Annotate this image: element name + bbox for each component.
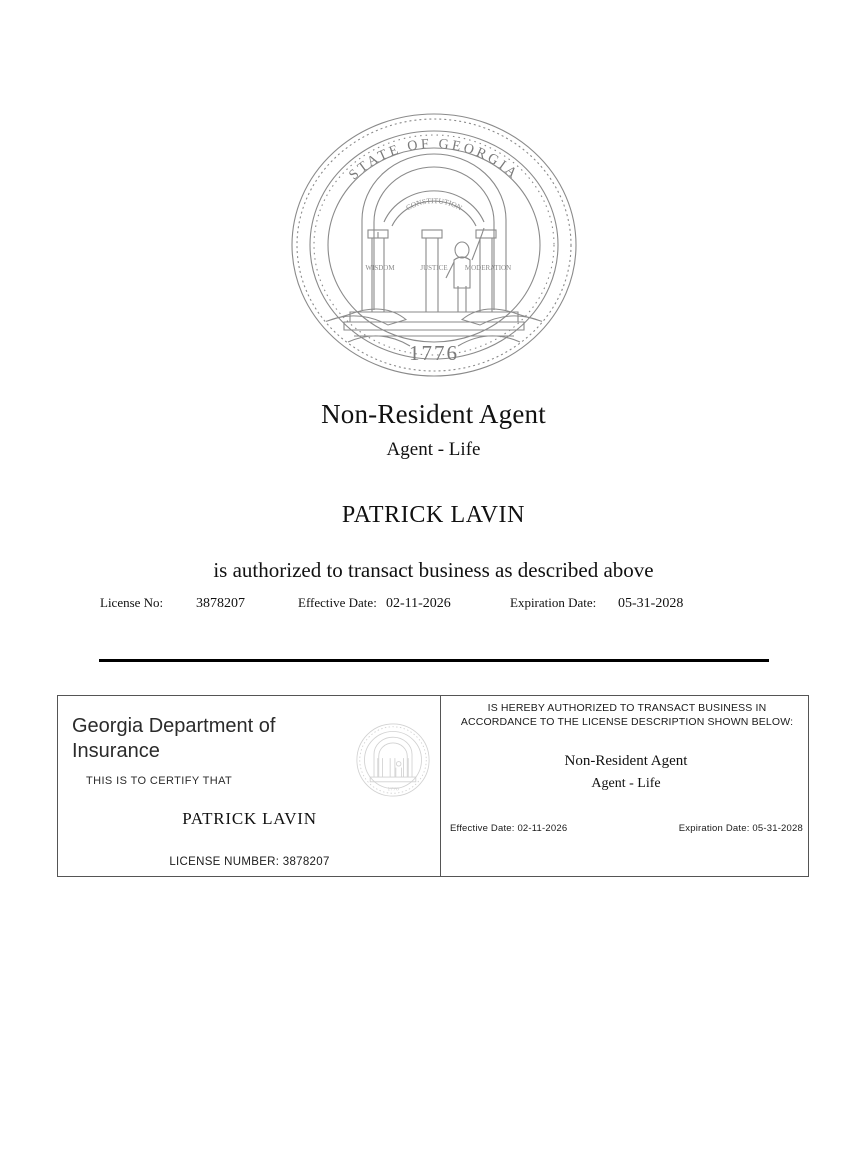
card-license-subtype: Agent - Life (591, 776, 661, 791)
expiration-date-value: 05-31-2028 (618, 596, 684, 611)
svg-text:MODERATION: MODERATION (464, 264, 511, 272)
department-title: Georgia Department of Insurance (72, 715, 276, 762)
state-seal-container (0, 110, 867, 380)
certificate-heading-block (0, 398, 867, 583)
svg-text:CONSTITUTION: CONSTITUTION (403, 196, 464, 213)
authorization-statement: is authorized to transact business as described above (213, 558, 654, 582)
license-card (57, 695, 809, 877)
svg-text:1776: 1776 (387, 786, 399, 793)
license-subtype: Agent - Life (386, 439, 481, 460)
card-license-number: LICENSE NUMBER: 3878207 (169, 856, 330, 868)
card-expiration-date: Expiration Date: 05-31-2028 (678, 823, 803, 834)
card-effective-date: Effective Date: 02-11-2026 (450, 823, 568, 834)
georgia-state-seal-icon (288, 110, 580, 380)
license-details-row (100, 595, 767, 612)
license-no-value: 3878207 (196, 596, 245, 611)
expiration-date-label: Expiration Date: (510, 595, 597, 610)
license-holder-name: PATRICK LAVIN (341, 502, 526, 528)
license-card-left-panel (58, 696, 441, 876)
section-divider (99, 659, 769, 662)
card-authorization-text: IS HEREBY AUTHORIZED TO TRANSACT BUSINESS IN ACCORDANCE TO THE LICENSE DESCRIPTION SHOWN BELOW: (460, 702, 794, 728)
license-type-title: Non-Resident Agent (321, 399, 546, 429)
effective-date-label: Effective Date: (298, 595, 377, 610)
georgia-state-seal-small-icon (355, 722, 431, 798)
svg-text:1776: 1776 (408, 341, 459, 365)
certify-text: THIS IS TO CERTIFY THAT (86, 775, 233, 787)
svg-text:STATE OF GEORGIA: STATE OF GEORGIA (345, 136, 522, 184)
svg-text:WISDOM: WISDOM (364, 264, 395, 272)
effective-date-value: 02-11-2026 (386, 596, 451, 611)
license-card-right-panel (441, 696, 808, 876)
card-license-type: Non-Resident Agent (564, 753, 688, 769)
license-no-label: License No: (100, 595, 164, 610)
card-holder-name: PATRICK LAVIN (182, 809, 317, 828)
svg-text:JUSTICE: JUSTICE (419, 264, 448, 272)
